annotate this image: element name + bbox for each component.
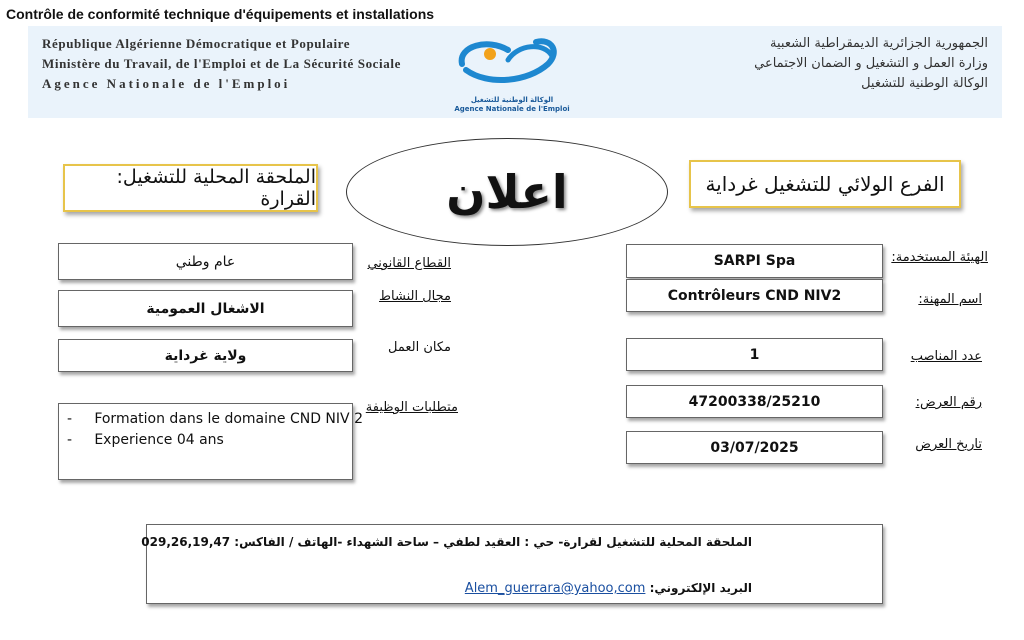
anem-logo-icon (448, 30, 576, 92)
sector-label: القطاع القانوني (367, 256, 451, 271)
letterhead-ar-republic: الجمهورية الجزائرية الديمقراطية الشعبية (770, 36, 988, 51)
letterhead-fr-ministry: Ministère du Travail, de l'Emploi et de La Sécurité Sociale (42, 56, 401, 71)
announcement-ellipse (346, 138, 668, 246)
letterhead-fr-republic: République Algérienne Démocratique et Populaire (42, 36, 351, 51)
requirement-text: Experience 04 ans (94, 432, 224, 448)
local-agency-box: الملحقة المحلية للتشغيل: القرارة (63, 164, 318, 212)
job-title-label: اسم المهنة: (918, 292, 982, 307)
activity-label: مجال النشاط (379, 289, 451, 304)
positions-label: عدد المناصب (910, 349, 982, 364)
offer-date-value: 03/07/2025 (626, 431, 883, 464)
location-label: مكان العمل (388, 340, 451, 355)
letterhead-fr-agency: Agence Nationale de l'Emploi (42, 76, 291, 91)
email-label: البريد الإلكتروني: (649, 581, 752, 595)
requirements-box (58, 403, 363, 480)
activity-value: الاشغال العمومية (58, 290, 353, 327)
offer-number-value: 47200338/25210 (626, 385, 883, 418)
sector-value: عام وطني (58, 243, 353, 280)
requirement-item: - Formation dans le domaine CND NIV 2 (67, 411, 363, 427)
contact-box (141, 524, 883, 604)
offer-number-label: رقم العرض: (915, 395, 982, 410)
agency-logo (448, 30, 576, 114)
job-title-value: Contrôleurs CND NIV2 (626, 279, 883, 312)
location-value: ولاية غرداية (58, 339, 353, 372)
requirement-item: - Experience 04 ans (67, 432, 224, 448)
offer-date-label: تاريخ العرض (915, 437, 982, 452)
email-link[interactable]: Alem_guerrara@yahoo,com (464, 581, 646, 596)
contact-email-line (465, 581, 752, 596)
requirement-text: Formation dans le domaine CND NIV 2 (94, 411, 363, 427)
contact-address: الملحقة المحلية للتشغيل لقرارة- حي : العقيد لطفي – ساحة الشهداء -الهاتف / الفاكس: 029,26,19,47 (141, 535, 752, 549)
positions-value: 1 (626, 338, 883, 371)
logo-fr-caption: Agence Nationale de l'Emploi (454, 105, 570, 113)
logo-ar-caption: الوكالة الوطنية للتشغيل (470, 96, 554, 104)
employer-value: SARPI Spa (626, 244, 883, 278)
regional-agency-box: الفرع الولائي للتشغيل غرداية (689, 160, 961, 208)
letterhead-ar-ministry: وزارة العمل و التشغيل و الضمان الاجتماعي (754, 56, 988, 71)
page-title: Contrôle de conformité technique d'équipements et installations (6, 6, 435, 22)
letterhead-ar-agency: الوكالة الوطنية للتشغيل (861, 76, 988, 91)
announcement-title: اعلان (446, 165, 568, 219)
requirements-label: متطلبات الوظيفة (365, 400, 458, 415)
employer-label: الهيئة المستخدمة: (891, 250, 988, 265)
